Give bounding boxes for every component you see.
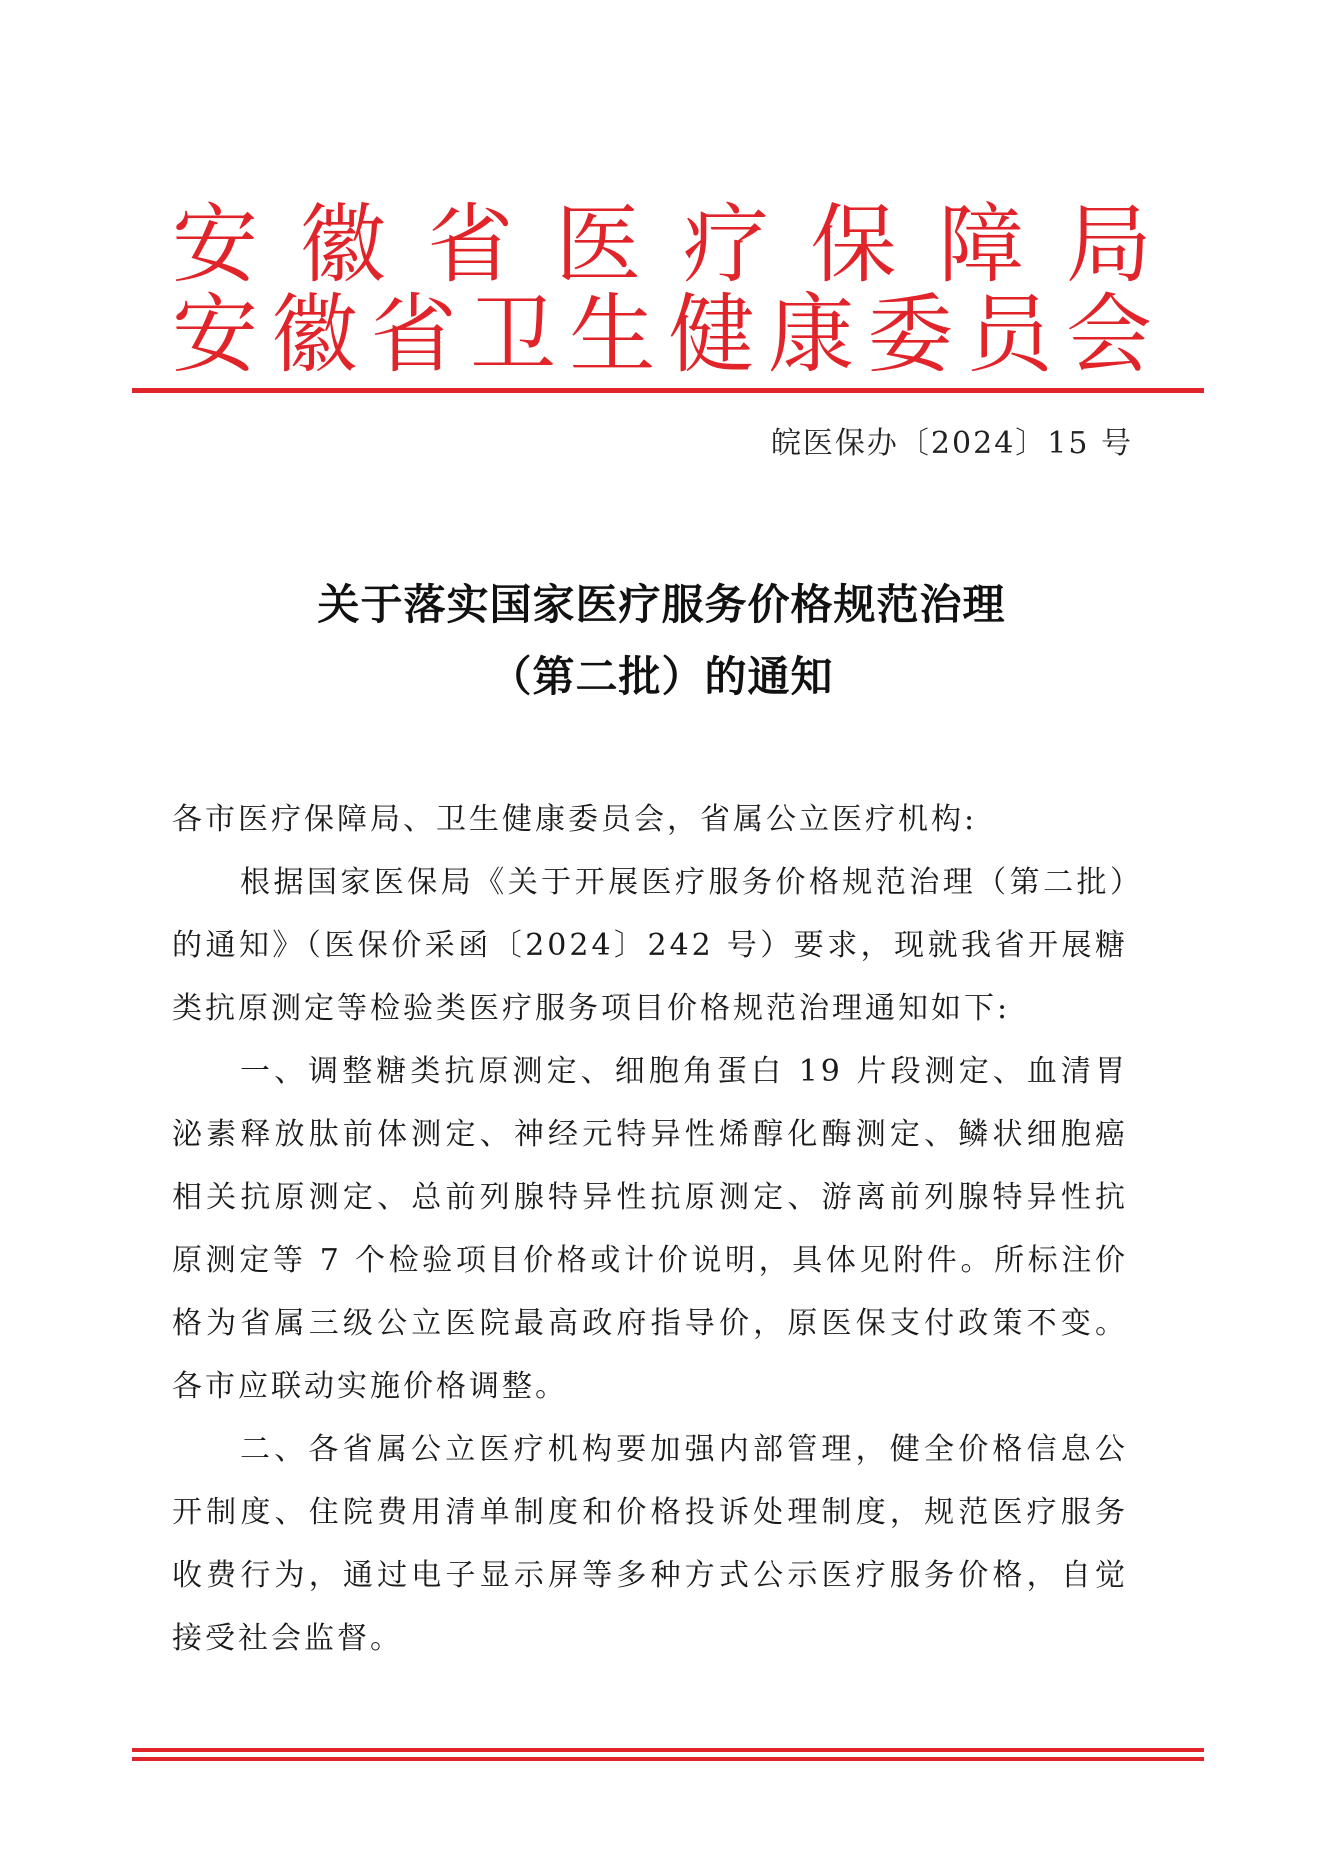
issuing-org-line-1 [172,195,1152,295]
document-title-line-2: （第二批）的通知 [489,652,834,701]
org-char: 员 [966,285,1053,385]
org-char: 徽 [299,195,386,295]
org-char: 徽 [271,285,358,385]
header-divider [132,388,1204,393]
issuing-org-line-2 [172,285,1152,385]
org-char: 安 [172,195,258,295]
org-char: 卫 [469,285,556,385]
salutation: 各市医疗保障局、卫生健康委员会，省属公立医疗机构: [172,802,978,837]
document-body [172,788,1128,1670]
org-char: 安 [172,285,258,385]
footer-divider [132,1757,1204,1761]
org-char: 生 [569,285,656,385]
org-char: 疗 [682,195,769,295]
org-char: 医 [555,195,642,295]
document-title-line-1: 关于落实国家医疗服务价格规范治理 [317,580,1006,629]
org-char: 省 [427,195,514,295]
org-char: 保 [810,195,897,295]
org-char: 局 [1065,195,1152,295]
body-paragraph: 一、调整糖类抗原测定、细胞角蛋白 19 片段测定、血清胃泌素释放肽前体测定、神经元特异性烯醇化酶测定、鳞状细胞癌相关抗原测定、总前列腺特异性抗原测定、游离前列腺特异性抗原测定等 7 个检验项目价格或计价说明，具体见附件。所标注价格为省属三级公立医院最高政府指导价，原医保支付政策不变。各市应联动实施价格调整。 [172,1054,1128,1404]
org-char: 省 [370,285,457,385]
footer-divider [132,1748,1204,1752]
body-paragraph: 根据国家医保局《关于开展医疗服务价格规范治理（第二批）的通知》（医保价采函〔2024〕242 号）要求，现就我省开展糖类抗原测定等检验类医疗服务项目价格规范治理通知如下: [172,865,1128,1026]
org-char: 健 [668,285,755,385]
body-paragraph: 二、各省属公立医疗机构要加强内部管理，健全价格信息公开制度、住院费用清单制度和价格投诉处理制度，规范医疗服务收费行为，通过电子显示屏等多种方式公示医疗服务价格，自觉接受社会监督。 [172,1432,1128,1656]
org-char: 康 [767,285,854,385]
org-char: 委 [867,285,954,385]
org-char: 会 [1065,285,1152,385]
document-number: 皖医保办〔2024〕15 号 [770,426,1133,461]
org-char: 障 [938,195,1025,295]
